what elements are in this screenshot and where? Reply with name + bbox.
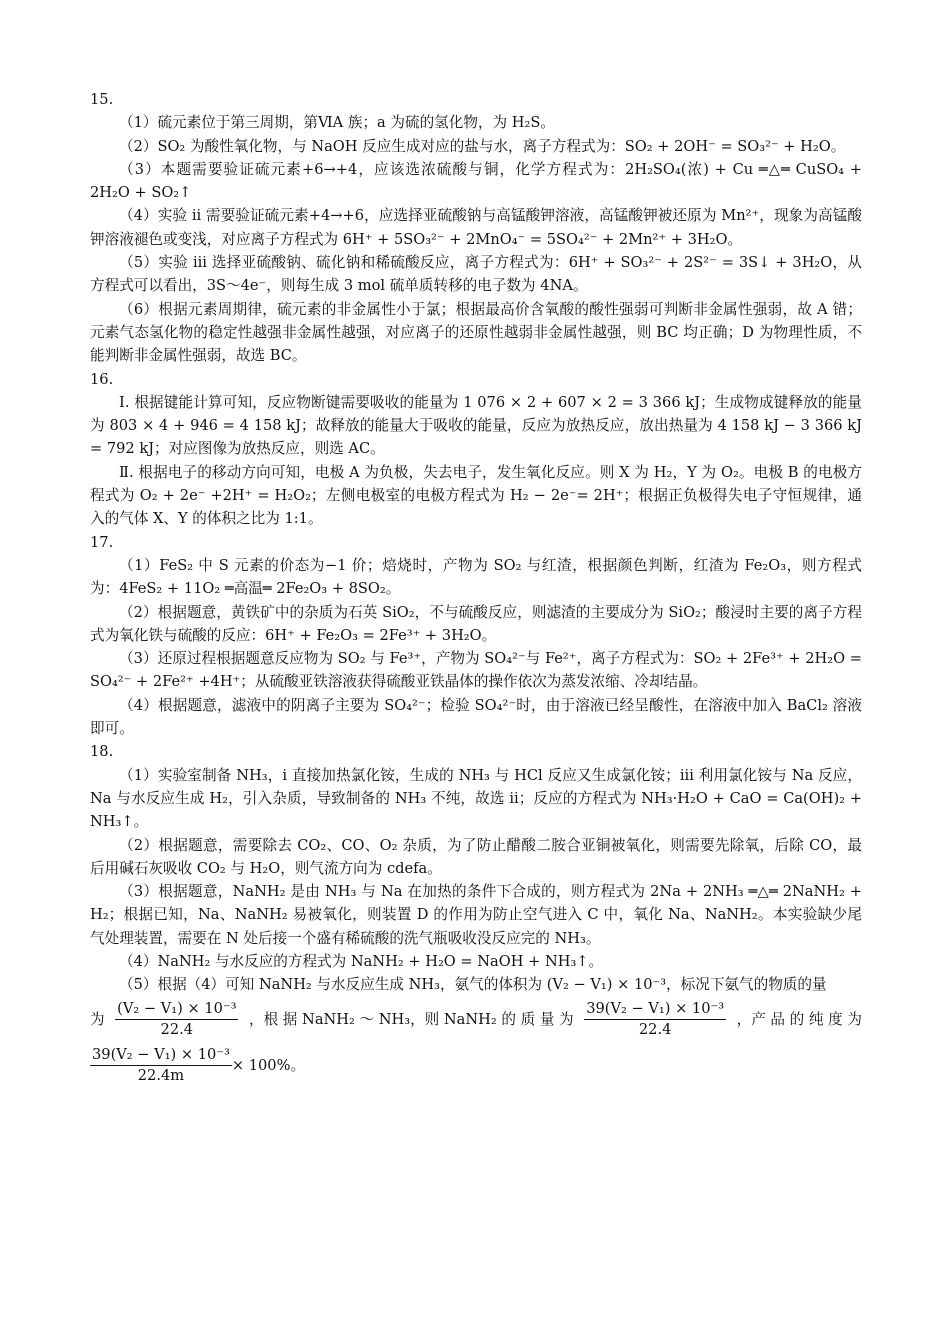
q18-part-5-formulas [90, 997, 862, 1089]
mid-text-2: ，产 品 的 纯 度 为 [736, 1010, 862, 1028]
q15-part-3: （3）本题需要验证硫元素+6→+4，应该选浓硫酸与铜，化学方程式为：2H₂SO₄(浓) + Cu ═△═ CuSO₄ + 2H₂O + SO₂↑ [90, 160, 862, 202]
q18-part-2: （2）根据题意，需要除去 CO₂、CO、O₂ 杂质，为了防止醋酸二胺合亚铜被氧化，则需要先除氧，后除 CO，最后用碱石灰吸收 CO₂ 与 H₂O，则气流方向为 cdefa。 [90, 836, 862, 877]
q17-part-2: （2）根据题意，黄铁矿中的杂质为石英 SiO₂，不与硫酸反应，则滤渣的主要成分为 SiO₂；酸浸时主要的离子方程式为氧化铁与硫酸的反应：6H⁺ + Fe₂O₃ = 2Fe³⁺ + 3H₂O。 [90, 603, 862, 644]
q18-part-1: （1）实验室制备 NH₃，i 直接加热氯化铵，生成的 NH₃ 与 HCl 反应又生成氯化铵；iii 利用氯化铵与 Na 反应，Na 与水反应生成 H₂，引入杂质，导致制备的 NH₃ 不纯，故选 ii；反应的方程式为 NH₃·H₂O + CaO = Ca(OH)₂ + NH₃↑。 [90, 766, 862, 831]
fraction-numerator: 39(V₂ − V₁) × 10⁻³ [584, 999, 726, 1020]
q18-part-3: （3）根据题意，NaNH₂ 是由 NH₃ 与 Na 在加热的条件下合成的，则方程式为 2Na + 2NH₃ ═△═ 2NaNH₂ + H₂；根据已知，Na、NaNH₂ 易被氧化，则装置 D 的作用为防止空气进入 C 中，氧化 Na、NaNH₂。本实验缺少尾气处理装置，需要在 N 处后接一个盛有稀硫酸的洗气瓶吸收没反应完的 NH₃。 [90, 883, 862, 947]
word-wei: 为 [90, 1010, 105, 1028]
fraction-numerator: (V₂ − V₁) × 10⁻³ [115, 999, 238, 1020]
mid-text-1: ，根 据 NaNH₂ ～ NH₃，则 NaNH₂ 的 质 量 为 [248, 1010, 574, 1028]
fraction-denominator: 22.4 [638, 1021, 672, 1039]
q15-part-4: （4）实验 ii 需要验证硫元素+4→+6，应选择亚硫酸钠与高锰酸钾溶液，高锰酸钾被还原为 Mn²⁺，现象为高锰酸钾溶液褪色或变浅，对应离子方程式为 6H⁺ + 5SO₃²⁻ + 2MnO₄⁻ = 5SO₄²⁻ + 2Mn²⁺ + 3H₂O。 [90, 207, 862, 248]
fraction-numerator: 39(V₂ − V₁) × 10⁻³ [90, 1045, 232, 1066]
q16-part-2: Ⅱ. 根据电子的移动方向可知，电极 A 为负极，失去电子，发生氧化反应。则 X 为 H₂，Y 为 O₂。电极 B 的电极方程式为 O₂ + 2e⁻ +2H⁺ = H₂O₂；左侧电极室的电极方程式为 H₂ − 2e⁻= 2H⁺；根据正负极得失电子守恒规律，通入的气体 X、Y 的体积之比为 1:1。 [90, 463, 862, 528]
fraction-purity [90, 1045, 232, 1086]
q15-part-1: （1）硫元素位于第三周期，第ⅥA 族；a 为硫的氢化物，为 H₂S。 [119, 114, 555, 132]
question-18-number: 18. [90, 743, 114, 761]
fraction-denominator: 22.4 [160, 1021, 194, 1039]
fraction-denominator: 22.4m [137, 1067, 185, 1085]
formula-line-final [90, 1043, 862, 1089]
q15-part-6: （6）根据元素周期律，硫元素的非金属性小于氯；根据最高价含氧酸的酸性强弱可判断非金属性强弱，故 A 错；元素气态氢化物的稳定性越强非金属性越强，对应离子的还原性越弱非金属性越强，则 BC 均正确；D 为物理性质，不能判断非金属性强弱，故选 BC。 [90, 300, 862, 365]
q17-part-1: （1）FeS₂ 中 S 元素的价态为−1 价；焙烧时，产物为 SO₂ 与红渣，根据颜色判断，红渣为 Fe₂O₃，则方程式为：4FeS₂ + 11O₂ ═高温═ 2Fe₂O₃ + 8SO₂。 [90, 556, 862, 598]
q18-part-4: （4）NaNH₂ 与水反应的方程式为 NaNH₂ + H₂O = NaOH + NH₃↑。 [119, 952, 604, 970]
question-15-number: 15. [90, 91, 114, 108]
purity-suffix: × 100%。 [231, 1056, 306, 1074]
fraction-moles [115, 999, 238, 1040]
q15-part-5: （5）实验 iii 选择亚硫酸钠、硫化钠和稀硫酸反应，离子方程式为：6H⁺ + SO₃²⁻ + 2S²⁻ = 3S↓ + 3H₂O，从方程式可以看出，3S～4e⁻，则每生成 3 mol 硫单质转移的电子数为 4NA。 [90, 254, 862, 295]
formula-line [90, 997, 862, 1043]
q15-part-2: （2）SO₂ 为酸性氧化物，与 NaOH 反应生成对应的盐与水，离子方程式为：SO₂ + 2OH⁻ = SO₃²⁻ + H₂O。 [119, 137, 846, 155]
question-17-number: 17. [90, 533, 114, 551]
q17-part-4: （4）根据题意，滤液中的阴离子主要为 SO₄²⁻；检验 SO₄²⁻时，由于溶液已经呈酸性，在溶液中加入 BaCl₂ 溶液即可。 [90, 696, 862, 738]
q16-part-1: Ⅰ. 根据键能计算可知，反应物断键需要吸收的能量为 1 076 × 2 + 607 × 2 = 3 366 kJ；生成物成键释放的能量为 803 × 4 + 946 = 4 158 kJ；故释放的能量大于吸收的能量，反应为放热反应，放出热量为 4 158 kJ − 3 366 kJ = 792 kJ；对应图像为放热反应，则选 AC。 [90, 393, 862, 458]
answer-document [90, 88, 862, 1089]
q18-part-5-text: （5）根据（4）可知 NaNH₂ 与水反应生成 NH₃，氨气的体积为 (V₂ − V₁) × 10⁻³，标况下氨气的物质的量 [119, 976, 827, 994]
question-16-number: 16. [90, 370, 114, 388]
q17-part-3: （3）还原过程根据题意反应物为 SO₂ 与 Fe³⁺，产物为 SO₄²⁻与 Fe²⁺，离子方程式为：SO₂ + 2Fe³⁺ + 2H₂O = SO₄²⁻ + 2Fe²⁺ +4H⁺；从硫酸亚铁溶液获得硫酸亚铁晶体的操作依次为蒸发浓缩、冷却结晶。 [90, 650, 862, 691]
fraction-mass [584, 999, 726, 1040]
